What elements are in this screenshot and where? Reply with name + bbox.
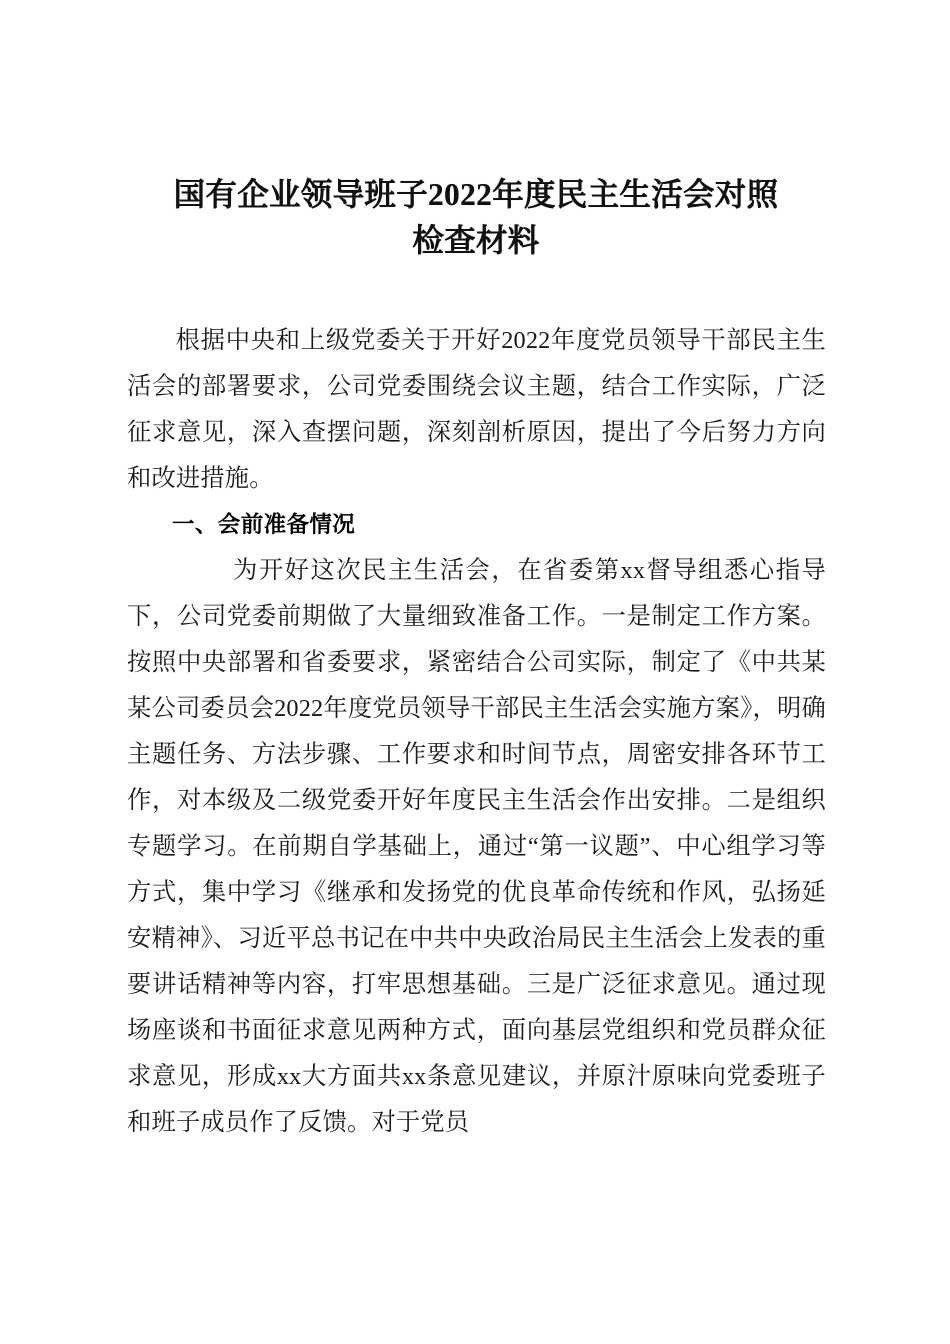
section-one-paragraph: 为开好这次民主生活会，在省委第xx督导组悉心指导下，公司党委前期做了大量细致准备工作。一是制定工作方案。按照中央部署和省委要求，紧密结合公司实际，制定了《中共某某公司委员会2022年度党员领导干部民主生活会实施方案》，明确主题任务、方法步骤、工作要求和时间节点，周密安排各环节工作，对本级及二级党委开好年度民主生活会作出安排。二是组织专题学习。在前期自学基础上，通过“第一议题”、中心组学习等方式，集中学习《继承和发扬党的优良革命传统和作风，弘扬延安精神》、习近平总书记在中共中央政治局民主生活会上发表的重要讲话精神等内容，打牢思想基础。三是广泛征求意见。通过现场座谈和书面征求意见两种方式，面向基层党组织和党员群众征求意见，形成xx大方面共xx条意见建议，并原汁原味向党委班子和班子成员作了反馈。对于党员 <box>127 557 826 1136</box>
section-heading-one: 一、会前准备情况 <box>172 512 356 537</box>
document-title <box>127 172 825 264</box>
document-title-line-2: 检查材料 <box>412 223 540 258</box>
intro-paragraph: 根据中央和上级党委关于开好2022年度党员领导干部民主生活会的部署要求，公司党委围绕会议主题，结合工作实际，广泛征求意见，深入查摆问题，深刻剖析原因，提出了今后努力方向和改进措施。 <box>127 327 826 492</box>
document-body <box>127 318 826 1146</box>
document-title-line-1: 国有企业领导班子2022年度民主生活会对照 <box>173 177 779 212</box>
